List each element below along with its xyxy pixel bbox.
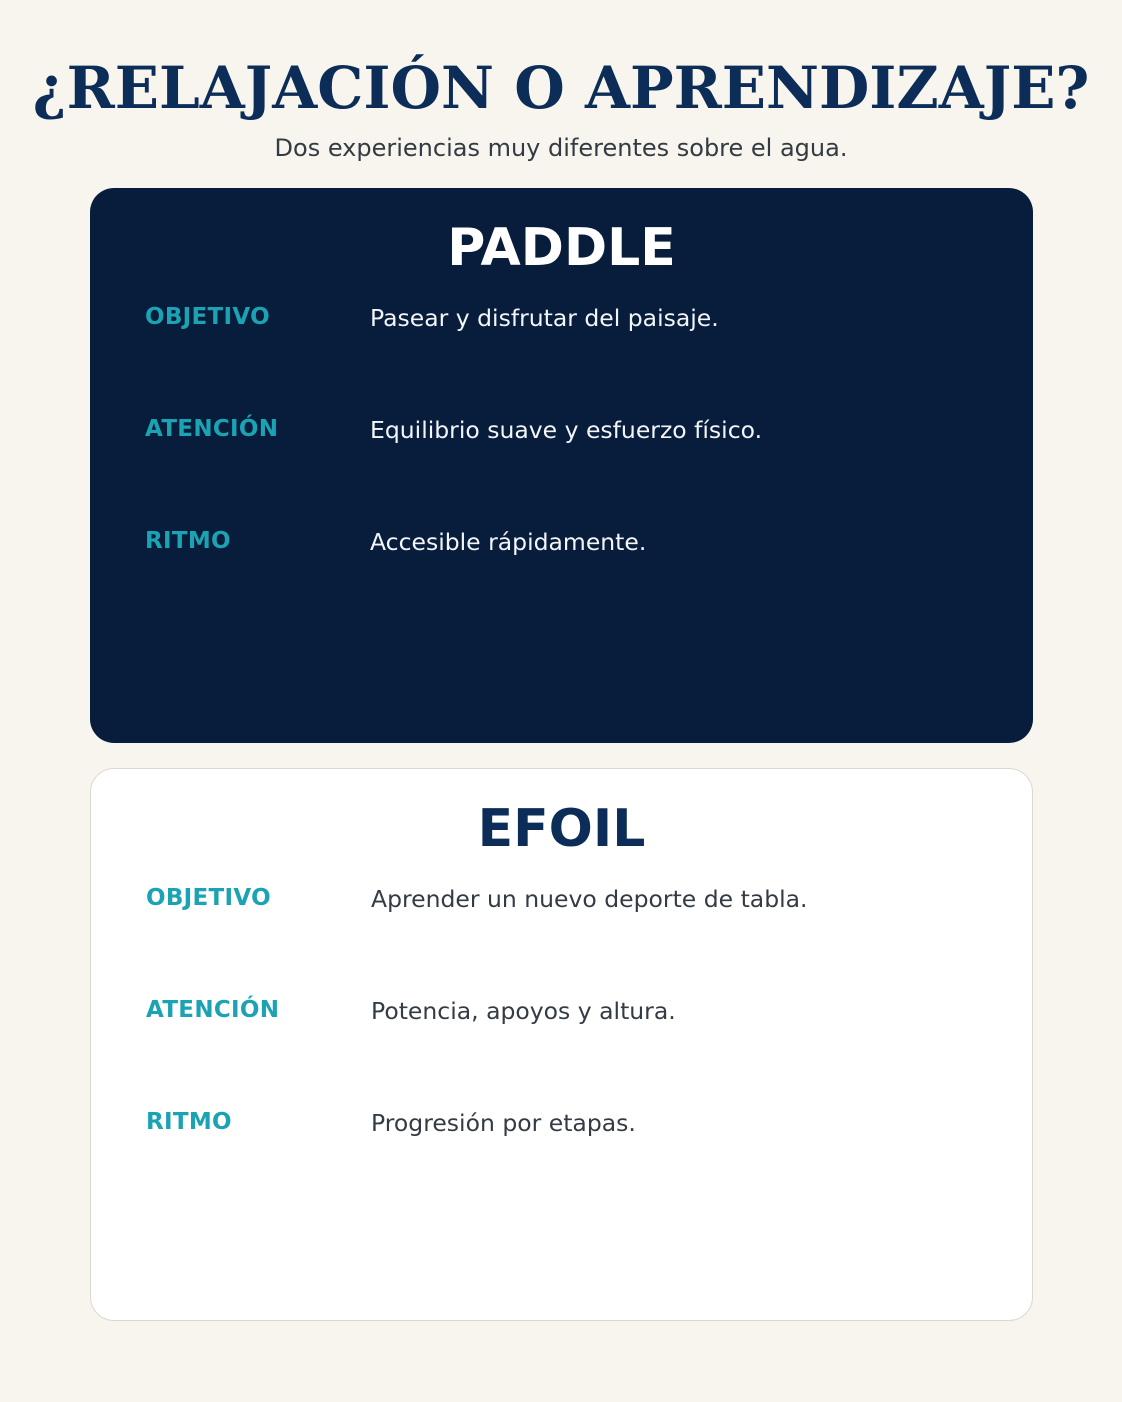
efoil-row-objetivo [146, 883, 992, 913]
row-label: ATENCIÓN [146, 997, 280, 1023]
paddle-card-title: PADDLE [447, 218, 676, 278]
row-value: Progresión por etapas. [371, 1109, 636, 1137]
row-label: RITMO [146, 1109, 232, 1135]
row-label: RITMO [145, 528, 231, 554]
paddle-row-atencion [145, 414, 993, 444]
row-value: Aprender un nuevo deporte de tabla. [371, 885, 808, 913]
row-label: OBJETIVO [145, 304, 270, 330]
page-subtitle: Dos experiencias muy diferentes sobre el agua. [274, 134, 848, 162]
row-value: Pasear y disfrutar del paisaje. [370, 304, 719, 332]
efoil-row-ritmo [146, 1107, 992, 1137]
efoil-row-atencion [146, 995, 992, 1025]
row-value: Accesible rápidamente. [370, 528, 647, 556]
paddle-card [90, 188, 1033, 743]
efoil-card [90, 768, 1033, 1321]
efoil-card-title: EFOIL [477, 799, 646, 859]
paddle-row-objetivo [145, 302, 993, 332]
row-label: ATENCIÓN [145, 416, 279, 442]
row-label: OBJETIVO [146, 885, 271, 911]
row-value: Equilibrio suave y esfuerzo físico. [370, 416, 763, 444]
row-value: Potencia, apoyos y altura. [371, 997, 676, 1025]
page-title: ¿RELAJACIÓN O APRENDIZAJE? [32, 54, 1090, 122]
paddle-row-ritmo [145, 526, 993, 556]
